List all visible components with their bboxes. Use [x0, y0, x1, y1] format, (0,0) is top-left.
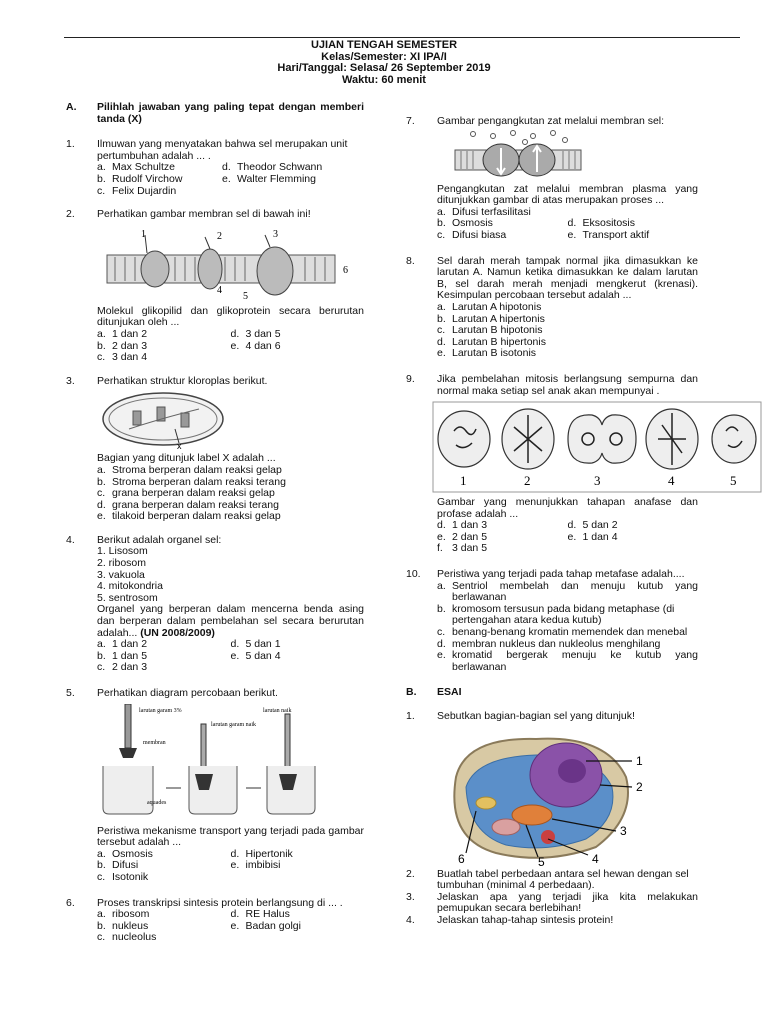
label-garam-naik: larutan garam naik — [211, 721, 256, 728]
q6-option-b[interactable]: b. nukleus — [97, 919, 149, 932]
q9-option-d2[interactable]: d. 5 dan 2 — [567, 519, 618, 532]
q1-option-e[interactable]: e. Walter Flemming — [222, 172, 316, 185]
question-9: 9. Jika pembelahan mitosis berlangsung sempurna dan normal maka setiap sel anak akan mempunyai . — [406, 372, 698, 397]
mitosis-label-5: 5 — [730, 473, 737, 489]
q10-option-b[interactable]: b. kromosom tersusun pada bidang metaphase (di pertengahan atara kedua kutub) — [437, 602, 675, 627]
mitosis-label-1: 1 — [460, 473, 467, 489]
essay-3: 3. Jelaskan apa yang terjadi jika kita melakukan pemupukan secara berlebihan! — [406, 890, 698, 915]
question-5: 5. Perhatikan diagram percobaan berikut. larutan garam 3% membran aquades larutan garam naik larutan naik Peristiwa mekanisme transport yang terjadi pada gambar tersebut adalah ... a. Osmosis d. Hipertonik b. Difusi e. imbibisi c. Isotonik — [66, 687, 364, 883]
section-a-heading: A. Pilihlah jawaban yang paling tepat dengan memberi tanda (X) — [66, 101, 364, 125]
q2-option-e[interactable]: e. 4 dan 6 — [230, 339, 281, 352]
q8-option-c[interactable]: c. Larutan B hipotonis — [437, 324, 543, 337]
cell-label-2: 2 — [636, 779, 643, 794]
q1-option-d[interactable]: d. Theodor Schwann — [222, 161, 323, 174]
q1-option-c[interactable]: c. Felix Dujardin — [97, 184, 177, 197]
cell-membrane-figure — [105, 227, 355, 302]
q3-option-c[interactable]: c. grana berperan dalam reaksi gelap — [97, 487, 275, 500]
q5-option-a[interactable]: a. Osmosis — [97, 847, 153, 860]
q10-option-c[interactable]: c. benang-benang kromatin memendek dan menebal — [437, 626, 688, 639]
q4-item-2: 2. ribosom — [97, 557, 147, 570]
question-6: 6. Proses transkripsi sintesis protein berlangsung di ... . a. ribosom d. RE Halus b. nukleus e. Badan golgi c. nucleolus — [66, 898, 364, 944]
cell-label-1: 1 — [636, 753, 643, 768]
header-class: Kelas/Semester: XI IPA/I — [321, 50, 447, 63]
label-garam: larutan garam 3% — [139, 707, 182, 714]
exam-header — [0, 40, 768, 86]
mitosis-label-2: 2 — [524, 473, 531, 489]
animal-cell-figure — [436, 727, 666, 867]
q8-option-b[interactable]: b. Larutan A hipertonis — [437, 312, 545, 325]
cell-label-5: 5 — [538, 854, 545, 867]
q8-option-d[interactable]: d. Larutan B hipertonis — [437, 335, 546, 348]
header-title: UJIAN TENGAH SEMESTER — [310, 39, 458, 51]
q6-option-c[interactable]: c. nucleolus — [97, 931, 157, 944]
question-2: 2. Perhatikan gambar membran sel di bawah ini! 1 2 3 4 5 6 Molekul glikopilid dan glikoprotein secara berurutan ditunjukan oleh ... a. 1 dan 2 d. 3 dan 5 b. 2 dan 3 e. 4 dan 6 c. 3 dan 4 — [66, 208, 364, 364]
q9-option-f[interactable]: f. 3 dan 5 — [437, 542, 488, 555]
q4-option-e[interactable]: e. 5 dan 4 — [230, 649, 281, 662]
q4-item-3: 3. vakuola — [97, 568, 145, 581]
q1-option-b[interactable]: b. Rudolf Virchow — [97, 172, 183, 185]
membrane-label-4: 4 — [217, 284, 222, 296]
header-time: Waktu: 60 menit — [342, 73, 426, 86]
membrane-label-1: 1 — [141, 228, 146, 240]
right-column — [406, 115, 737, 927]
q4-item-4: 4. mitokondria — [97, 580, 163, 593]
question-1: 1. Ilmuwan yang menyatakan bahwa sel merupakan unit pertumbuhan adalah ... . a. Max Schultze d. Theodor Schwann b. Rudolf Virchow e. Walter Flemming c. Felix Dujardin — [66, 139, 364, 197]
question-4: 4. Berikut adalah organel sel: 1. Lisosom 2. ribosom 3. vakuola 4. mitokondria 5. sentrosom Organel yang berperan dalam mencerna benda asing dan berperan dalam pembelahan sel secara berurutan adalah... (UN 2008/2009) a. 1 dan 2 d. 5 dan 1 b. 1 dan 5 e. 5 dan 4 c. 2 dan 3 — [66, 533, 364, 674]
q2-option-d[interactable]: d. 3 dan 5 — [230, 327, 281, 340]
q6-option-e[interactable]: e. Badan golgi — [230, 919, 301, 932]
question-8: 8. Sel darah merah tampak normal jika dimasukkan ke larutan A. Namun ketika dimasukkan ke dalam larutan B, sel darah merah menjadi mengkerut (krenasi). Kesimpulan percobaan tersebut adalah ... a. Larutan A hipotonis b. Larutan A hipertonis c. Larutan B hipotonis d. Larutan B hipertonis e. Larutan B isotonis — [406, 254, 698, 360]
membrane-label-6: 6 — [343, 264, 348, 276]
cell-label-3: 3 — [620, 823, 627, 838]
membrane-label-3: 3 — [273, 228, 278, 240]
q7-option-a[interactable]: a. Difusi terfasilitasi — [437, 205, 531, 218]
label-membran: membran — [143, 739, 166, 746]
section-b-heading: B. ESAI — [406, 686, 462, 699]
question-9-continued: Gambar yang menunjukkan tahapan anafase dan profase adalah ... d. 1 dan 3 d. 5 dan 2 e. 2 dan 5 e. 1 dan 4 f. 3 dan 5 — [437, 496, 698, 555]
q4-source: (UN 2008/2009) — [140, 626, 215, 639]
q5-option-e[interactable]: e. imbibisi — [230, 859, 281, 872]
q3-option-a[interactable]: a. Stroma berperan dalam reaksi gelap — [97, 463, 282, 476]
chloroplast-label-x: x — [177, 441, 182, 452]
membrane-label-2: 2 — [217, 230, 222, 242]
q3-option-d[interactable]: d. grana berperan dalam reaksi terang — [97, 498, 279, 511]
q9-option-d1[interactable]: d. 1 dan 3 — [437, 519, 488, 532]
chloroplast-figure — [99, 389, 229, 451]
q3-option-e[interactable]: e. tilakoid berperan dalam reaksi gelap — [97, 510, 281, 523]
q10-option-d[interactable]: d. membran nukleus dan nukleolus menghilang — [437, 637, 661, 650]
q6-option-a[interactable]: a. ribosom — [97, 908, 150, 921]
q5-option-c[interactable]: c. Isotonik — [97, 870, 149, 883]
cell-label-6: 6 — [458, 851, 465, 866]
header-date: Hari/Tanggal: Selasa/ 26 September 2019 — [277, 62, 491, 74]
q7-option-e[interactable]: e. Transport aktif — [567, 228, 650, 241]
q8-option-e[interactable]: e. Larutan B isotonis — [437, 347, 537, 360]
mitosis-stages-figure — [432, 401, 762, 493]
q4-option-b[interactable]: b. 1 dan 5 — [97, 649, 148, 662]
q2-option-a[interactable]: a. 1 dan 2 — [97, 327, 148, 340]
mitosis-label-4: 4 — [668, 473, 675, 489]
essay-1: 1. Sebutkan bagian-bagian sel yang ditunjuk! — [406, 710, 635, 722]
q9-option-e1[interactable]: e. 2 dan 5 — [437, 530, 488, 543]
osmosis-experiment-figure — [91, 704, 321, 822]
q3-option-b[interactable]: b. Stroma berperan dalam reaksi terang — [97, 475, 286, 488]
membrane-label-5: 5 — [243, 290, 248, 302]
q4-item-5: 5. sentrosom — [97, 591, 158, 604]
q6-option-d[interactable]: d. RE Halus — [230, 908, 290, 921]
q4-option-d[interactable]: d. 5 dan 1 — [230, 638, 281, 651]
q2-option-c[interactable]: c. 3 dan 4 — [97, 351, 148, 364]
q7-option-c[interactable]: c. Difusi biasa — [437, 228, 507, 241]
left-column — [66, 102, 364, 944]
q7-option-b[interactable]: b. Osmosis — [437, 217, 493, 230]
label-aquades: aquades — [147, 799, 167, 806]
header-rule — [64, 37, 740, 38]
q9-option-e2[interactable]: e. 1 dan 4 — [567, 530, 618, 543]
q8-option-a[interactable]: a. Larutan A hipotonis — [437, 300, 542, 313]
essay-2: 2. Buatlah tabel perbedaan antara sel hewan dengan sel tumbuhan (minimal 4 perbedaan). — [406, 867, 689, 892]
q4-option-c[interactable]: c. 2 dan 3 — [97, 661, 148, 674]
q2-option-b[interactable]: b. 2 dan 3 — [97, 339, 148, 352]
q4-option-a[interactable]: a. 1 dan 2 — [97, 638, 148, 651]
q1-option-a[interactable]: a. Max Schultze — [97, 161, 176, 174]
mitosis-label-3: 3 — [594, 473, 601, 489]
q10-option-a[interactable]: a. Sentriol membelah dan menuju kutub yang berlawanan — [437, 579, 698, 604]
essay-4: 4. Jelaskan tahap-tahap sintesis protein! — [406, 913, 614, 926]
transport-membrane-figure — [453, 130, 583, 182]
label-naik: larutan naik — [263, 707, 292, 714]
question-10: 10. Peristiwa yang terjadi pada tahap metafase adalah.... a. Sentriol membelah dan menuju kutub yang berlawanan b. kromosom tersusun pada bidang metaphase (di pertengahan atara kedua kutub) c. benang-benang kromatin memendek dan menebal d. membran nukleus dan nukleolus menghilang e. kromatid bergerak menuju ke kutub yang berlawanan — [406, 568, 698, 673]
q4-item-1: 1. Lisosom — [97, 545, 148, 558]
q10-option-e[interactable]: e. kromatid bergerak menuju ke kutub yang berlawanan — [437, 649, 698, 673]
cell-label-4: 4 — [592, 851, 599, 866]
q5-option-d[interactable]: d. Hipertonik — [230, 847, 293, 860]
q7-option-d[interactable]: d. Eksositosis — [567, 217, 636, 230]
question-7: 7. Gambar pengangkutan zat melalui membran sel: Pengangkutan zat melalui membran plasma yang ditunjukkan gambar di atas merupakan proses ... a. Difusi terfasilitasi b. Osmosis d. Eksositosis c. Difusi biasa e. Transport aktif — [406, 115, 698, 241]
question-3: 3. Perhatikan struktur kloroplas berikut. x Bagian yang ditunjuk label X adalah ... a. Stroma berperan dalam reaksi gelap b. Stroma berperan dalam reaksi terang c. grana berperan dalam reaksi gelap d. grana berperan dalam reaksi terang e. tilakoid berperan dalam reaksi gelap — [66, 376, 364, 523]
q5-option-b[interactable]: b. Difusi — [97, 859, 139, 872]
